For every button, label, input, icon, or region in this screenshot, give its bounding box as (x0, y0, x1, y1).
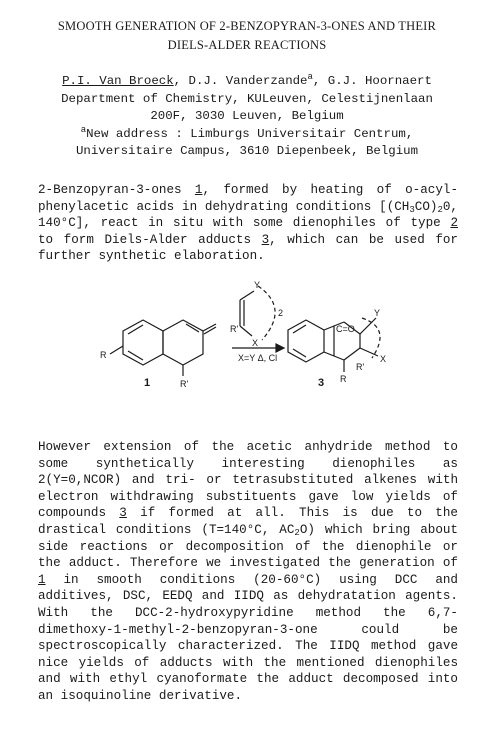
author-block (20, 73, 474, 161)
reaction-scheme (0, 258, 494, 408)
abstract-paragraph: 2-Benzopyran-3-ones 1, formed by heating of o-acyl-phenylacetic acids in dehydrating conditions [$(CH_3CO)_20$, 140°C], react in situ with some dienophiles of type 2 to form Diels-Alder adducts 3, which can be used for further synthetic elaboration. (38, 183, 458, 264)
compound-ref-2: 2 (450, 216, 458, 231)
author-names (20, 73, 474, 91)
product-r-label: R (340, 374, 347, 384)
pyranone-ring (163, 320, 203, 365)
arrow-conditions-label: X=Y Δ, Cl (238, 353, 278, 363)
new-address-footnote-mark: a (80, 124, 87, 135)
author-1: P.I. Van Broeck (62, 74, 174, 88)
new-address-line-1: $^a$New address : Limburgs Universitair Centrum, (80, 124, 414, 141)
compound-ref-3: 3 (261, 232, 270, 247)
compound-ref-1b: 1 (38, 572, 46, 587)
title-line-2: DIELS-ALDER REACTIONS (167, 38, 327, 52)
left-r2-label: R' (180, 379, 189, 389)
product-r2-label: R' (356, 362, 365, 372)
paper-title (20, 17, 474, 55)
dienophile-bridge (258, 286, 275, 340)
product-y-label: Y (374, 308, 381, 318)
dienophile-y-label: Y (254, 280, 261, 290)
product-x-label: X (380, 354, 387, 364)
author-2: , D.J. Vanderzande (173, 74, 308, 88)
left-r-label: R (100, 350, 107, 360)
title-line-1: SMOOTH GENERATION OF 2-BENZOPYRAN-3-ONES AND THEIR (57, 19, 437, 33)
benzene-ring-right (288, 320, 324, 362)
compound-label-3: 3 (318, 377, 325, 389)
new-address-line-2: Universitaire Campus, 3610 Diepenbeek, Belgium (75, 144, 419, 158)
reaction-scheme-drawing (0, 258, 494, 408)
compound-label-1: 1 (144, 377, 151, 389)
product-bridge (362, 318, 380, 358)
product-co-label: C=O (336, 324, 355, 334)
dienophile-number-label: 2 (278, 308, 284, 318)
body-paragraph: However extension of the acetic anhydride method to some synthetically interesting dienophiles as 2(Y=0,NCOR) and tri- or tetrasubstituted alkenes with electron withdrawing substituents gave low yields of compounds 3 if formed at all. This is due to the drastical conditions (T=140°C, $AC_2O$) which bring about side reactions or decomposition of the dienophile or the adduct. Therefore we investigated the generation of 1 in smooth conditions (20-60°C) using DCC and additives, DSC, EEDQ and IIDQ as dehydratation agents. With the DCC-2-hydroxypyridine method the 6,7-dimethoxy-1-methyl-2-benzopyran-3-one could be spectroscopically characterized. The IIDQ method gave nice yields of adducts with the mentioned dienophiles and with ethyl cyanoformate the adduct decomposed into an isoquinoline derivative. (38, 440, 458, 703)
compound-ref-1: 1 (194, 183, 203, 197)
author-3: , G.J. Hoornaert (312, 74, 432, 88)
compound-ref-3b: 3 (119, 506, 127, 521)
affiliation-line-2: 200F, 3030 Leuven, Belgium (150, 109, 344, 123)
dienophile-x-label: X (252, 338, 259, 348)
affiliation-line-1: Department of Chemistry, KULeuven, Celestijnenlaan (61, 91, 433, 106)
benzene-ring-left (123, 320, 163, 365)
author-2-footnote-mark: a (307, 72, 313, 82)
dienophile-r-label: R' (230, 324, 239, 334)
